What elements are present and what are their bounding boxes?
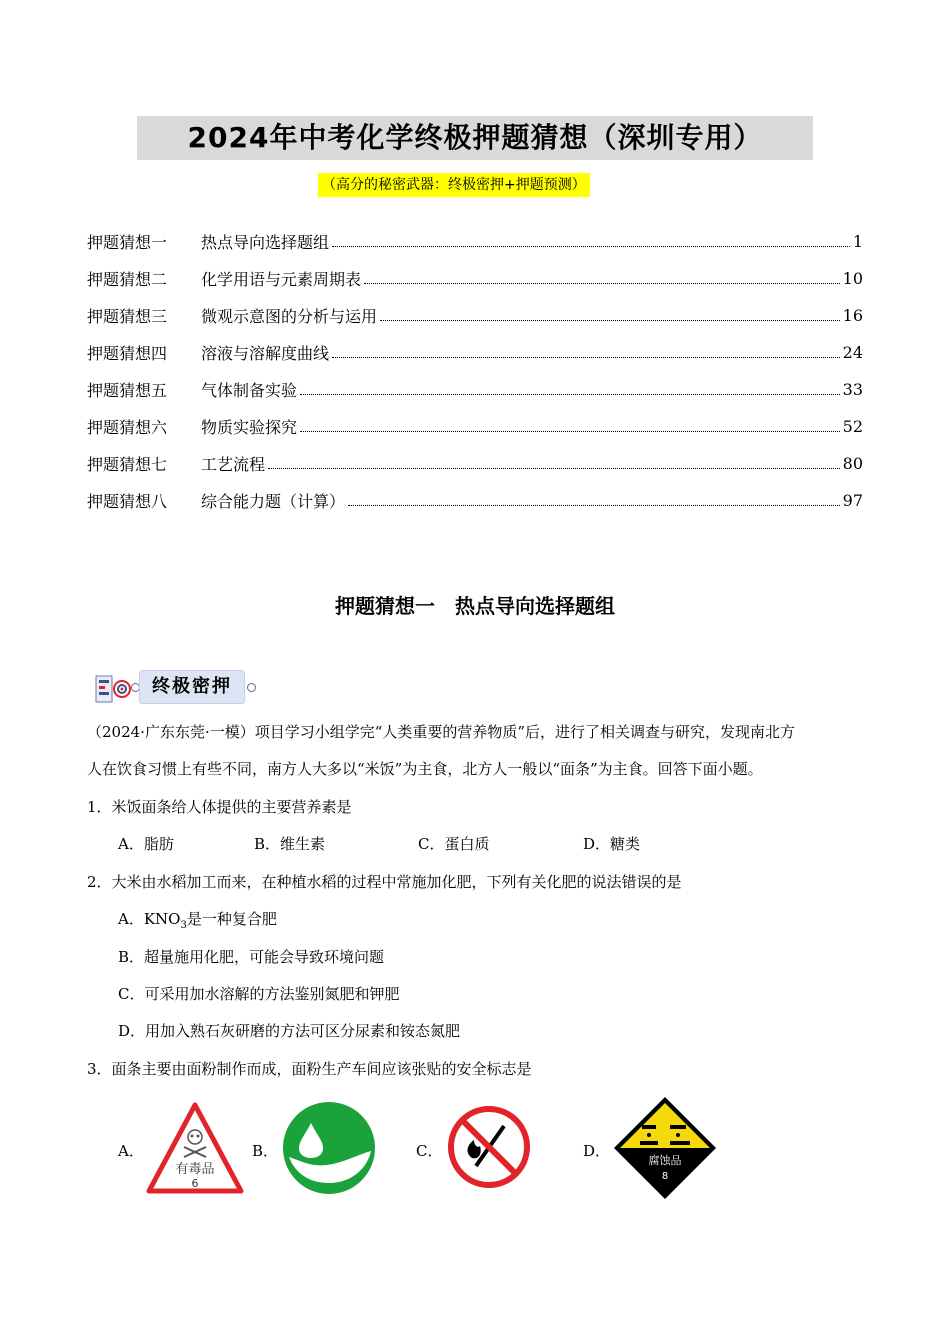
intro-line-1: （2024·广东东莞·一模）项目学习小组学完“人类重要的营养物质”后，进行了相关调查与研究，发现南北方 (87, 723, 796, 741)
toc-leader (348, 495, 840, 506)
toc-entry-4[interactable] (87, 334, 863, 371)
toc-label: 押题猜想一 (87, 233, 168, 252)
option-a-suffix: 是一种复合肥 (186, 910, 277, 928)
table-of-contents (87, 223, 863, 519)
intro-line-2: 人在饮食习惯上有些不同，南方人大多以“米饭”为主食，北方人一般以“面条”为主食。回答下面小题。 (87, 760, 763, 778)
toc-page: 24 (842, 343, 863, 362)
toc-leader (332, 236, 850, 247)
question-2-option-c[interactable]: C．可采用加水溶解的方法鉴别氮肥和钾肥 (118, 985, 400, 1003)
toc-leader (364, 273, 840, 284)
badge-target-icon (95, 674, 133, 704)
toc-label: 押题猜想七 (87, 455, 168, 474)
option-a[interactable]: A．脂肪 (118, 835, 174, 853)
sign-label-d[interactable]: D． (583, 1142, 611, 1160)
toc-topic: 物质实验探究 (201, 418, 298, 437)
toc-topic: 综合能力题（计算） (201, 492, 346, 511)
option-d[interactable]: D．糖类 (583, 835, 641, 853)
badge-dot-right (247, 683, 256, 692)
toc-topic: 溶液与溶解度曲线 (201, 344, 330, 363)
toc-entry-7[interactable] (87, 445, 863, 482)
toc-page: 80 (842, 454, 863, 473)
toc-page: 10 (842, 269, 863, 288)
badge-label: 终极密押 (139, 670, 245, 704)
toc-topic: 微观示意图的分析与运用 (201, 307, 378, 326)
toc-leader (380, 310, 840, 321)
toc-page: 1 (852, 232, 863, 251)
toxic-sign-number: 6 (191, 1177, 199, 1190)
toc-label: 押题猜想六 (87, 418, 168, 437)
toc-leader (268, 458, 840, 469)
toc-topic: 气体制备实验 (201, 381, 298, 400)
question-2-stem: 2．大米由水稻加工而来，在种植水稻的过程中常施加化肥，下列有关化肥的说法错误的是 (87, 873, 682, 891)
sign-label-c[interactable]: C． (416, 1142, 443, 1160)
option-a-subscript: 3 (180, 920, 187, 931)
toxic-sign-text: 有毒品 (175, 1162, 215, 1177)
option-c[interactable]: C．蛋白质 (418, 835, 490, 853)
toc-entry-6[interactable] (87, 408, 863, 445)
section-badge (95, 668, 260, 708)
toc-leader (300, 421, 840, 432)
toc-label: 押题猜想二 (87, 270, 168, 289)
toxic-sign-icon[interactable] (146, 1101, 244, 1195)
toc-topic: 工艺流程 (201, 455, 266, 474)
section-title: 押题猜想一 热点导向选择题组 (335, 594, 615, 618)
toc-entry-1[interactable] (87, 223, 863, 260)
question-2-option-d[interactable]: D．用加入熟石灰研磨的方法可区分尿素和铵态氮肥 (118, 1022, 461, 1040)
toc-label: 押题猜想四 (87, 344, 168, 363)
toc-page: 16 (842, 306, 863, 325)
toc-entry-2[interactable] (87, 260, 863, 297)
sign-label-a[interactable]: A． (118, 1142, 144, 1160)
toc-leader (300, 384, 840, 395)
toc-page: 52 (842, 417, 863, 436)
toc-topic: 热点导向选择题组 (201, 233, 330, 252)
question-2-option-a[interactable] (118, 908, 277, 931)
water-sign-icon[interactable] (281, 1101, 377, 1195)
document-subtitle: （高分的秘密武器：终极密押+押题预测） (318, 173, 590, 197)
sign-label-b[interactable]: B． (252, 1142, 279, 1160)
corrosive-sign-text: 腐蚀品 (648, 1154, 682, 1167)
toc-label: 押题猜想三 (87, 307, 168, 326)
question-1-stem: 1．米饭面条给人体提供的主要营养素是 (87, 798, 352, 816)
toc-page: 97 (842, 491, 863, 510)
option-b[interactable]: B．维生素 (254, 835, 326, 853)
corrosive-sign-number: 8 (661, 1171, 669, 1182)
toc-entry-5[interactable] (87, 371, 863, 408)
toc-label: 押题猜想八 (87, 492, 168, 511)
question-3-stem: 3．面条主要由面粉制作而成，面粉生产车间应该张贴的安全标志是 (87, 1060, 532, 1078)
no-fire-sign-icon[interactable] (446, 1104, 532, 1190)
toc-entry-3[interactable] (87, 297, 863, 334)
option-a-prefix: A．KNO (118, 910, 181, 928)
toc-leader (332, 347, 840, 358)
toc-page: 33 (842, 380, 863, 399)
question-2-option-b[interactable]: B．超量施用化肥，可能会导致环境问题 (118, 948, 385, 966)
toc-topic: 化学用语与元素周期表 (201, 270, 362, 289)
document-title: 2024年中考化学终极押题猜想（深圳专用） (187, 121, 763, 154)
toc-entry-8[interactable] (87, 482, 863, 519)
toc-label: 押题猜想五 (87, 381, 168, 400)
corrosive-sign-icon[interactable] (612, 1095, 718, 1201)
